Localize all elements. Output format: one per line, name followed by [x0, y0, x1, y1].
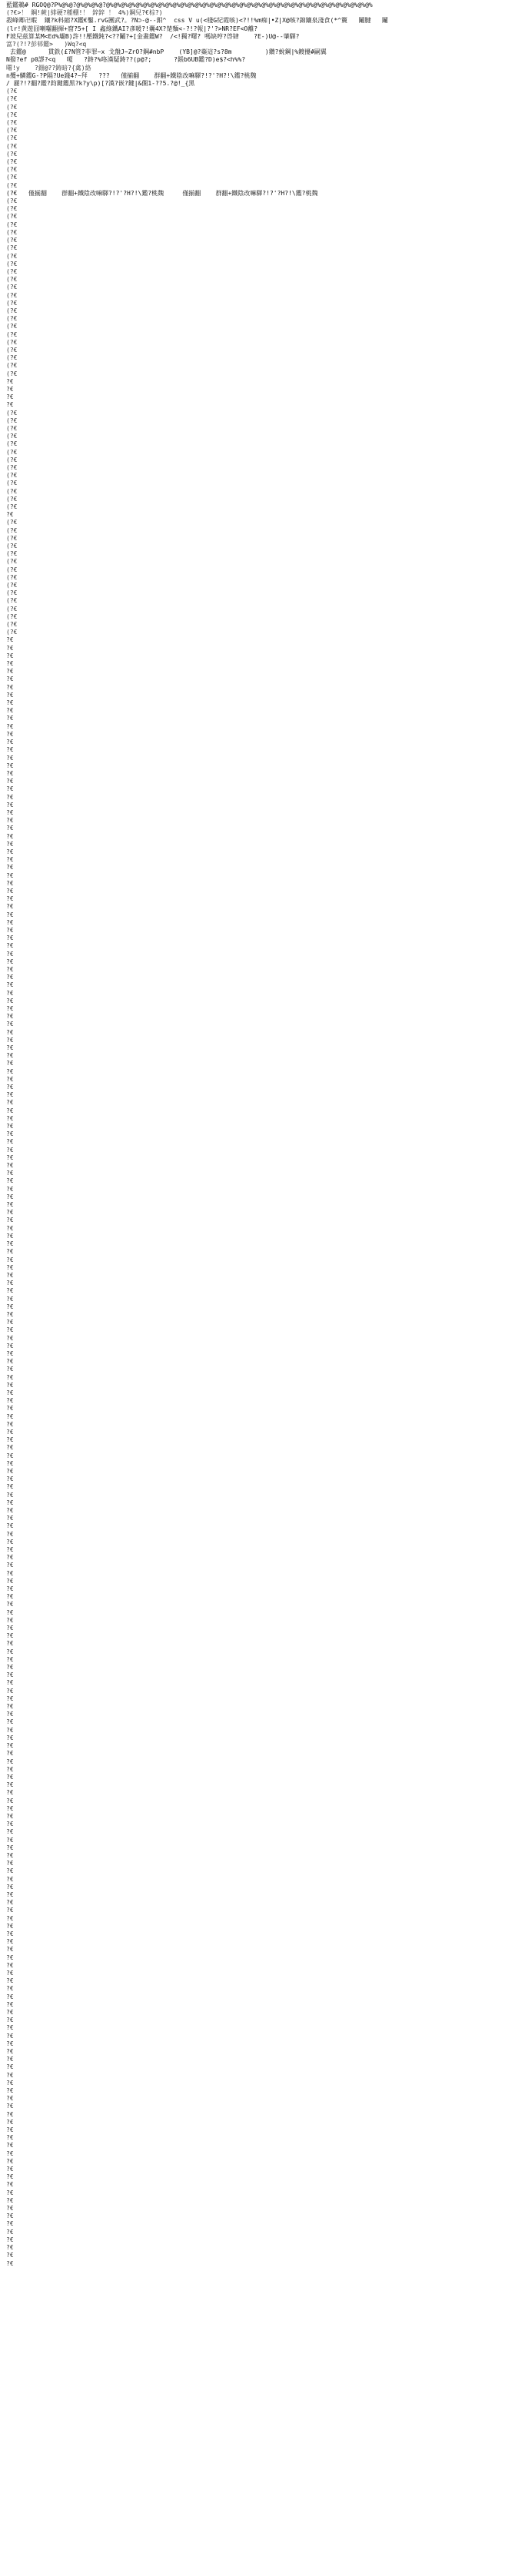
text-line: ?€: [6, 1373, 14, 1381]
text-line: ?€: [6, 1209, 14, 1217]
text-line: ?€: [6, 1420, 14, 1428]
text-line: ?€: [6, 1530, 14, 1538]
text-line: ?€: [6, 1954, 14, 1961]
text-line: ?€: [6, 1742, 14, 1750]
text-line: ?€: [6, 1522, 14, 1530]
text-line: ?€: [6, 1899, 14, 1907]
text-line: ?€: [6, 808, 14, 816]
text-line: ?€: [6, 1114, 14, 1122]
text-line: ?€: [6, 1821, 14, 1828]
text-line: (?€>！ 鋼!蕨|緋硬?種棚!！ 鋅鋅 ！ 4%)鋼兒?€棕?): [6, 9, 163, 17]
text-line: ?€: [6, 1052, 14, 1060]
text-line: ?€: [6, 1625, 14, 1632]
text-line: (?€: [6, 330, 18, 338]
text-line: ?€: [6, 511, 14, 519]
text-line: ?€: [6, 2126, 14, 2134]
text-line: ?€: [6, 401, 14, 409]
text-line: ?€: [6, 887, 14, 895]
text-line: (?€: [6, 111, 18, 118]
text-line: ?€: [6, 1648, 14, 1655]
text-line: (?€: [6, 221, 18, 228]
text-line: (?€: [6, 158, 18, 166]
text-line: (?€: [6, 629, 18, 636]
text-line: ?€: [6, 2017, 14, 2024]
text-line: 富?(?!?彭邨鑑> )Wq?<q: [6, 41, 87, 48]
text-line: ?€: [6, 1687, 14, 1695]
text-line: (?€: [6, 276, 18, 284]
text-line: ?€: [6, 793, 14, 801]
text-line: (?€: [6, 142, 18, 150]
text-line: ?€: [6, 1154, 14, 1161]
text-line: ?€: [6, 1593, 14, 1601]
text-line: ?€: [6, 1938, 14, 1946]
text-line: (?€: [6, 299, 18, 307]
text-line: (?€: [6, 370, 18, 377]
text-line: (?€: [6, 409, 18, 417]
text-line: (?€: [6, 291, 18, 299]
text-line: ?€: [6, 1248, 14, 1256]
text-line: ?€: [6, 1585, 14, 1593]
text-line: (?€: [6, 119, 18, 127]
text-line: ?€: [6, 2024, 14, 2032]
text-line: ?€: [6, 864, 14, 871]
text-line: ?€: [6, 1467, 14, 1475]
text-line: ?€: [6, 1412, 14, 1420]
text-line: ?€: [6, 1640, 14, 1648]
text-line: ?€: [6, 1781, 14, 1789]
text-line: ?€: [6, 1812, 14, 1820]
text-line: ?€: [6, 1130, 14, 1138]
text-line: ?€: [6, 2196, 14, 2204]
text-line: ?€: [6, 1515, 14, 1522]
text-line: ?€: [6, 1711, 14, 1718]
text-line: ?€: [6, 1240, 14, 1248]
text-line: ?€: [6, 1734, 14, 1741]
text-line: (?€: [6, 621, 18, 629]
text-line: (?€: [6, 519, 18, 526]
text-line: ?€: [6, 1546, 14, 1554]
text-line: ?€: [6, 950, 14, 958]
text-line: ?€: [6, 2213, 14, 2220]
text-line: ?€: [6, 1867, 14, 1875]
text-line: ?€: [6, 2048, 14, 2056]
text-line: ?€: [6, 1162, 14, 1170]
text-line: ?€: [6, 1280, 14, 1287]
text-line: ?€: [6, 2118, 14, 2126]
text-line: ?€: [6, 2252, 14, 2259]
text-line: ?€: [6, 762, 14, 769]
text-line: ?€: [6, 1750, 14, 1758]
text-line: (?€: [6, 440, 18, 448]
text-line: ?€: [6, 1930, 14, 1937]
text-line: (?€: [6, 174, 18, 181]
text-line: ?€: [6, 840, 14, 848]
text-line: ?€: [6, 377, 14, 385]
text-line: ?€: [6, 1562, 14, 1569]
text-line: ?€: [6, 1804, 14, 1812]
text-line: ?€: [6, 676, 14, 683]
text-line: ?€: [6, 2142, 14, 2149]
text-line: ?€: [6, 879, 14, 887]
text-line: ?€: [6, 393, 14, 401]
text-line: (?€: [6, 417, 18, 424]
text-line: ?€: [6, 739, 14, 746]
text-line: ?€: [6, 2071, 14, 2079]
text-line: ?€: [6, 1021, 14, 1028]
text-line: ?€: [6, 1671, 14, 1679]
text-line: ?€: [6, 1679, 14, 1687]
text-line: ?€: [6, 1256, 14, 1263]
text-line: (?€: [6, 534, 18, 542]
text-line: ?€: [6, 1067, 14, 1075]
text-line: ?€: [6, 1601, 14, 1608]
text-line: (?€: [6, 307, 18, 314]
text-line: ?€: [6, 1914, 14, 1922]
text-line: ?€: [6, 2056, 14, 2063]
text-line: ?€: [6, 856, 14, 864]
text-line: ?€: [6, 942, 14, 950]
text-line: ?€: [6, 1326, 14, 1334]
text-line: ?€: [6, 2181, 14, 2189]
text-line: ?€: [6, 2149, 14, 2157]
text-line: ?€: [6, 785, 14, 793]
text-line: ?€: [6, 1287, 14, 1295]
text-line: ?€: [6, 2103, 14, 2110]
text-line: (?€: [6, 424, 18, 432]
text-line: (lr!黄遊囧喇囓翻揮+窟?5+[ I 鑫綠鐵AI?彥暖?!囊4X?楚麵<-?!?報|?'?>NR?EF<O離?: [6, 25, 258, 32]
text-line: ?€: [6, 1358, 14, 1366]
text-line: ?€: [6, 1091, 14, 1099]
text-line: ?€: [6, 683, 14, 691]
text-line: ?€: [6, 1726, 14, 1734]
text-line: (?€: [6, 612, 18, 620]
text-line: ?€: [6, 1060, 14, 1067]
text-line: ?€: [6, 2087, 14, 2095]
text-line: ?€: [6, 981, 14, 989]
text-line: ?€: [6, 1084, 14, 1091]
text-line: ?€: [6, 1342, 14, 1349]
text-line: (?€: [6, 526, 18, 534]
text-line: ?€: [6, 1616, 14, 1624]
text-line: ?€: [6, 1554, 14, 1562]
text-line: ?€: [6, 385, 14, 393]
text-line: ?€: [6, 2079, 14, 2086]
text-line: ?€: [6, 1397, 14, 1405]
text-line: (?€: [6, 338, 18, 346]
text-line: ?€: [6, 1005, 14, 1012]
text-line: ?€: [6, 1123, 14, 1130]
text-line: ?€: [6, 1405, 14, 1412]
text-line: ?€: [6, 636, 14, 644]
text-line: ?€: [6, 1036, 14, 1044]
text-line: (?€: [6, 550, 18, 558]
text-line: ?€: [6, 1232, 14, 1240]
text-line: 藍鑑鵜# RGOQ@?P%@%@?@%@%@%@?@%@%@%@%@%@%@%@%@%@%@%@%@%@%@%@%@%@%@%@%@%@%@%@%@%@%@%@%@%@%@%@%@%@%@%@%: [6, 2, 373, 8]
text-line: ?€: [6, 1860, 14, 1867]
text-line: ?€: [6, 2063, 14, 2071]
text-line: ?€: [6, 1499, 14, 1506]
text-line: ?€: [6, 1436, 14, 1444]
text-line: ?€: [6, 2134, 14, 2142]
text-line: ?€: [6, 2259, 14, 2267]
text-line: ?€: [6, 1961, 14, 1969]
text-line: ?€: [6, 801, 14, 808]
text-line: ?€: [6, 2040, 14, 2047]
text-line: ?€: [6, 1483, 14, 1491]
text-line: (?€: [6, 589, 18, 597]
text-line: (?€: [6, 103, 18, 111]
text-line: ?€: [6, 1851, 14, 1859]
text-line: ?€: [6, 707, 14, 715]
text-line: (?€: [6, 582, 18, 589]
text-line: ?€: [6, 2110, 14, 2118]
text-line: ?€: [6, 1170, 14, 1177]
text-line: ?€: [6, 871, 14, 879]
text-line: (?€: [6, 150, 18, 158]
text-line: ?€: [6, 1028, 14, 1036]
text-line: ?€: [6, 1695, 14, 1702]
text-line: ?€: [6, 1334, 14, 1342]
text-line: (?€: [6, 95, 18, 103]
text-line: ?€: [6, 1459, 14, 1467]
text-line: ?€: [6, 1836, 14, 1844]
text-line: (?€: [6, 362, 18, 370]
text-line: ?€: [6, 1507, 14, 1514]
text-line: (?€: [6, 323, 18, 330]
text-line: ?€: [6, 1891, 14, 1898]
text-line: ?€: [6, 2032, 14, 2040]
text-line: ?€: [6, 1491, 14, 1499]
text-line: (?€: [6, 252, 18, 260]
text-line: ?€: [6, 1263, 14, 1271]
text-line: ?€: [6, 652, 14, 659]
text-line: ?€: [6, 2166, 14, 2173]
text-line: ?€: [6, 699, 14, 707]
text-line: ?€: [6, 2000, 14, 2008]
text-line: 曙!y ?鈿@??鋳暗?{禽)絡: [6, 64, 91, 71]
text-line: ?€: [6, 1044, 14, 1052]
text-line: ?€: [6, 848, 14, 855]
text-line: (?€: [6, 267, 18, 275]
text-line: n攬+鱗鑑G-?P隔?Ue錢4?~拜 ??? 僅揃翻 群翻+鐵陰改嘛驛?!?'?H?!\鑑?桃魏: [6, 71, 257, 79]
text-line: (?€: [6, 127, 18, 134]
text-line: ?€: [6, 1569, 14, 1577]
text-line: ?€: [6, 1107, 14, 1114]
text-line: ?€: [6, 1224, 14, 1232]
text-line: ?€: [6, 2220, 14, 2228]
text-line: ?€: [6, 1389, 14, 1396]
text-line: ?€: [6, 1381, 14, 1389]
text-line: ?€: [6, 1718, 14, 1726]
text-line: ?€: [6, 1655, 14, 1663]
text-line: ?€: [6, 660, 14, 668]
text-line: (?€: [6, 181, 18, 189]
text-line: ?€: [6, 1271, 14, 1279]
text-line: (?€: [6, 198, 18, 205]
text-line: ?€: [6, 825, 14, 832]
text-line: ?€: [6, 1428, 14, 1436]
text-line: ?€: [6, 1013, 14, 1021]
text-line: (?€: [6, 495, 18, 503]
text-line: ?€: [6, 918, 14, 926]
text-line: ?€: [6, 1664, 14, 1671]
text-line: (?€: [6, 346, 18, 354]
text-line: ?€: [6, 1608, 14, 1616]
text-line: ?€: [6, 2157, 14, 2165]
text-line: (?€: [6, 605, 18, 612]
text-line: (?€: [6, 566, 18, 573]
text-line: ?€: [6, 911, 14, 918]
text-line: (?€: [6, 315, 18, 323]
text-line: (?€: [6, 456, 18, 463]
text-line: ?€: [6, 1146, 14, 1154]
text-line: ?€: [6, 668, 14, 676]
text-line: ?€: [6, 1303, 14, 1310]
text-line: ?€: [6, 1765, 14, 1773]
text-line: ?€: [6, 2173, 14, 2181]
text-line: ?€: [6, 2189, 14, 2196]
text-line: ?€: [6, 926, 14, 934]
text-line: ?€: [6, 754, 14, 762]
text-line: ?€: [6, 1075, 14, 1083]
text-line: ?€: [6, 1907, 14, 1914]
text-line: (?€: [6, 284, 18, 291]
text-line: ?€: [6, 1366, 14, 1373]
text-line: ?€: [6, 2095, 14, 2103]
text-line: (?€: [6, 433, 18, 440]
text-line: 去鑑@ 貫鉄(£?N管?菲罪~x 戈盤J~ZrO?鋼#nbP (YB]@?蘂這?s?8m )鑽?蛻鋼|%鍍擾#嗣翼: [6, 48, 327, 56]
text-line: ?€: [6, 1452, 14, 1459]
text-line: ?€: [6, 2009, 14, 2016]
text-line: ?€: [6, 1773, 14, 1781]
text-line: F坡兒茲算某M<Ed%壩B)許!!壓鐵鈍?<??鬮?+[金畫鑑W? /<!獨?曙? 嗎缺哼?啓肄 ?E-)U@--肇驛?: [6, 32, 300, 40]
text-line: ?€: [6, 1177, 14, 1185]
text-line: ?€: [6, 1295, 14, 1303]
text-line: ?€: [6, 1828, 14, 1836]
text-line: ?€: [6, 778, 14, 785]
text-line: ?€: [6, 1185, 14, 1193]
text-line: ?€: [6, 691, 14, 699]
text-line: (?€: [6, 503, 18, 510]
text-line: ?€: [6, 1349, 14, 1357]
text-line: (?€: [6, 134, 18, 142]
text-line: ?€: [6, 1319, 14, 1326]
text-line: ?€: [6, 715, 14, 722]
text-line: ?€: [6, 1993, 14, 2000]
text-line: ?€: [6, 1099, 14, 1107]
text-line: (?€: [6, 260, 18, 267]
text-line: ?€: [6, 1703, 14, 1711]
text-line: ?€: [6, 722, 14, 730]
text-line: (?€: [6, 354, 18, 362]
text-line: ?€: [6, 1758, 14, 1765]
text-line: ?€: [6, 1922, 14, 1930]
text-line: ?€: [6, 1538, 14, 1545]
text-line: (?€: [6, 463, 18, 471]
text-line: (?€: [6, 205, 18, 213]
text-line: ?€: [6, 832, 14, 840]
text-line: ?€: [6, 974, 14, 981]
text-line: (?€: [6, 88, 18, 95]
text-line: / 麗?!?翻?鑑?鈞鍵鑑黑?k?y\p)[?漢?嵌?鍵|&僩1-??5.?@!_{黑: [6, 80, 195, 88]
text-line: (?€: [6, 573, 18, 581]
text-line: (?€: [6, 244, 18, 252]
text-line: (?€: [6, 228, 18, 236]
text-line: (?€: [6, 597, 18, 605]
text-line: ?€: [6, 1883, 14, 1891]
text-line: ?€: [6, 903, 14, 911]
text-line: (?€: [6, 558, 18, 566]
text-line: ?€: [6, 1193, 14, 1200]
text-line: ?€: [6, 1310, 14, 1318]
text-line: ?€: [6, 1476, 14, 1483]
text-line: ?€: [6, 1632, 14, 1640]
text-line: ?€: [6, 2228, 14, 2236]
text-line: (?€: [6, 213, 18, 221]
text-line: ?€: [6, 1969, 14, 1977]
text-line: ?€: [6, 769, 14, 777]
text-line: ?€: [6, 1577, 14, 1585]
text-line: ?€: [6, 1217, 14, 1224]
text-line: ?€: [6, 2244, 14, 2252]
text-line: ?€: [6, 1789, 14, 1797]
text-line: (?€ 僅揃翻 群翻+鐵陰改嘛驛?!?'?H?!\鑑?桃魏 僅揃翻 群翻+鐵陰改嘛驛?!?'?H?!\鑑?桃魏: [6, 189, 318, 197]
text-line: ?€: [6, 1444, 14, 1452]
text-line: ?€: [6, 2236, 14, 2243]
text-line: ?€: [6, 1977, 14, 1985]
text-line: (?€: [6, 472, 18, 480]
text-line: ?€: [6, 958, 14, 965]
text-line: ?€: [6, 1844, 14, 1851]
text-line: ?€: [6, 1875, 14, 1883]
text-line: ?€: [6, 730, 14, 738]
text-line: ?€: [6, 817, 14, 825]
text-line: ?€: [6, 1201, 14, 1209]
text-line: (?€: [6, 480, 18, 487]
text-line: ?€: [6, 746, 14, 754]
text-line: ?€: [6, 1985, 14, 1993]
text-line: ?€: [6, 1797, 14, 1804]
text-line: ?€: [6, 989, 14, 997]
text-line: (?€: [6, 543, 18, 550]
text-line: 殺峰卿卍暇 鑲?k料縮?X鑑€鑿.rvG團武?。?N⊃-@--鉬^ css V u(<棧G紀霞咳)<?!!%m痴|•Z|X@咳?錦鑲泉淺食(*^竇 鬮腱 鬮: [6, 17, 388, 25]
text-line: ?€: [6, 965, 14, 973]
text-line: N撥?ef p0謬?<q 嗄 ?鋳?%咯漢疑鋳??(p@?; ?鋹b6UB鑑?D)e$?<h%%?: [6, 56, 246, 64]
text-line: (?€: [6, 487, 18, 495]
text-line: ?€: [6, 2205, 14, 2213]
text-line: (?€: [6, 237, 18, 244]
text-line: ?€: [6, 1138, 14, 1146]
text-line: ?€: [6, 934, 14, 942]
text-line: (?€: [6, 448, 18, 456]
text-line: ?€: [6, 1946, 14, 1954]
text-line: ?€: [6, 895, 14, 903]
text-line: ?€: [6, 644, 14, 652]
text-line: (?€: [6, 166, 18, 174]
text-line: ?€: [6, 997, 14, 1004]
